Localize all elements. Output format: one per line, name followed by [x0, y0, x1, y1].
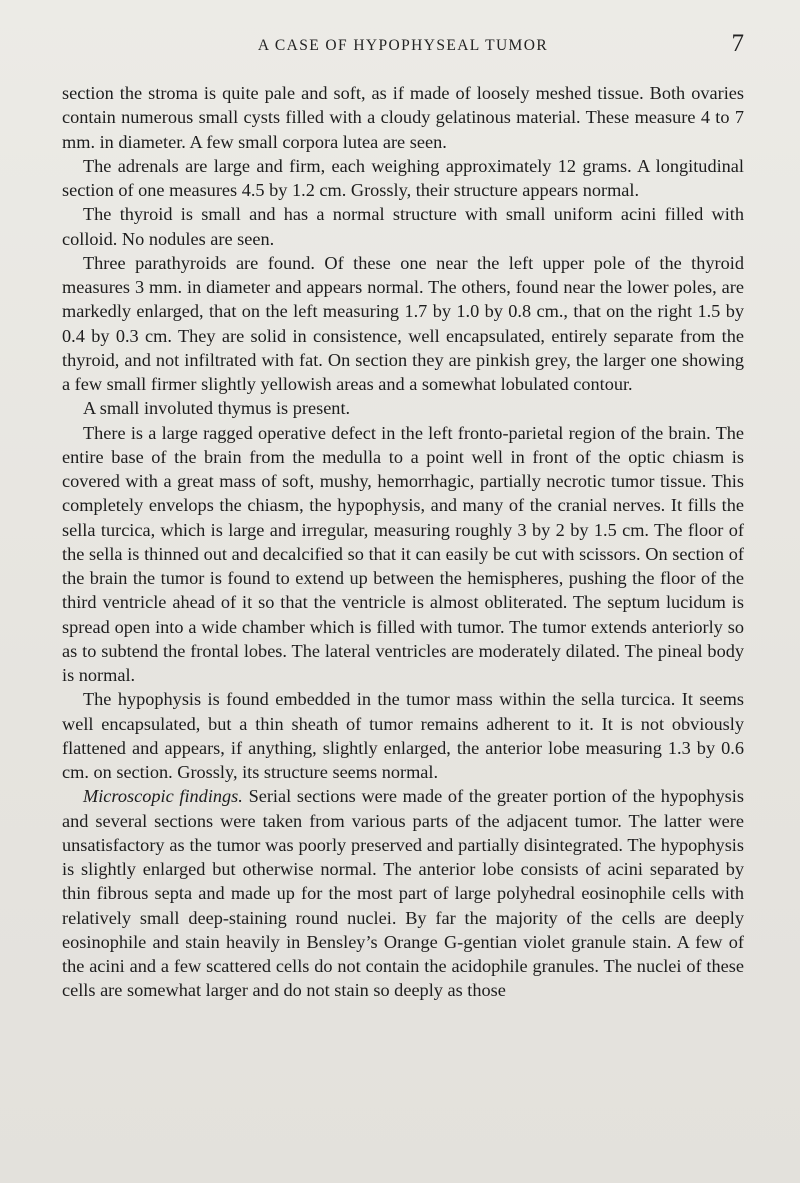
paragraph-thymus: A small involuted thymus is present. [83, 398, 351, 419]
microscopic-heading: Microscopic findings. [83, 786, 243, 807]
paragraph-brain: There is a large ragged operative defect in the left fronto-parietal region of the brain. The entire base of the brain from the medulla to a point well in front of the optic chiasm is covered with a great mass of soft, mushy, hemorrhagic, partially necrotic tumor tissue. This completely envelops the chiasm, the hypophysis, and many of the cranial nerves. It fills the sella turcica, which is large and irregular, measuring roughly 3 by 2 by 1.5 cm. The floor of the sella is thinned out and decalcified so that it can easily be cut with scissors. On section of the brain the tumor is found to extend up between the hemispheres, pushing the floor of the third ventricle ahead of it so that the ventricle is almost obliterated. The septum lucidum is spread open into a wide chamber which is filled with tumor. The tumor extends anteriorly so as to subtend the frontal lobes. The lateral ventricles are moderately dilated. The pineal body is normal. [62, 422, 744, 685]
body-text [62, 81, 744, 1003]
paragraph-microscopic [62, 784, 744, 1002]
microscopic-text: Serial sections were made of the greater portion of the hypophysis and several sections were taken from various parts of the adjacent tumor. The latter were unsatisfactory as the tumor was poorly preserved and partially disintegrated. The hypophysis is slightly enlarged but otherwise normal. The anterior lobe consists of acini separated by thin fibrous septa and made up for the most part of large polyhedral eosinophile cells with relatively small deep-staining round nuclei. By far the majority of the cells are deeply eosinophile and stain heavily in Bensley’s Orange G-gentian violet granule stain. A few of the acini and a few scattered cells do not contain the acidophile granules. The nuclei of these cells are somewhat larger and do not stain so deeply as those [62, 786, 744, 1001]
page-header [62, 30, 744, 62]
running-title: A CASE OF HYPOPHYSEAL TUMOR [257, 37, 549, 54]
paragraph-ovaries: section the stroma is quite pale and soft, as if made of loosely meshed tissue. Both ovaries contain numerous small cysts filled with a cloudy gelatinous material. These measure 4 to 7 mm. in diameter. A few small corpora lutea are seen. [62, 83, 744, 152]
page-number: 7 [731, 30, 744, 57]
paragraph-adrenals: The adrenals are large and firm, each weighing approximately 12 grams. A longitudinal section of one measures 4.5 by 1.2 cm. Grossly, their structure appears normal. [62, 155, 744, 200]
paragraph-hypophysis: The hypophysis is found embedded in the tumor mass within the sella turcica. It seems well encapsulated, but a thin sheath of tumor remains adherent to it. It is not obviously flattened and appears, if anything, slightly enlarged, the anterior lobe measuring 1.3 by 0.6 cm. on section. Grossly, its structure seems normal. [62, 689, 744, 782]
paragraph-thyroid: The thyroid is small and has a normal structure with small uniform acini filled with colloid. No nodules are seen. [62, 204, 744, 249]
paragraph-parathyroids: Three parathyroids are found. Of these one near the left upper pole of the thyroid measures 3 mm. in diameter and appears normal. The others, found near the lower poles, are markedly enlarged, that on the left measuring 1.7 by 1.0 by 0.8 cm., that on the right 1.5 by 0.4 by 0.3 cm. They are solid in consistence, well encapsulated, entirely separate from the thyroid, and not infiltrated with fat. On section they are pinkish grey, the larger one showing a few small firmer slightly yellowish areas and a somewhat lobulated contour. [62, 252, 744, 394]
